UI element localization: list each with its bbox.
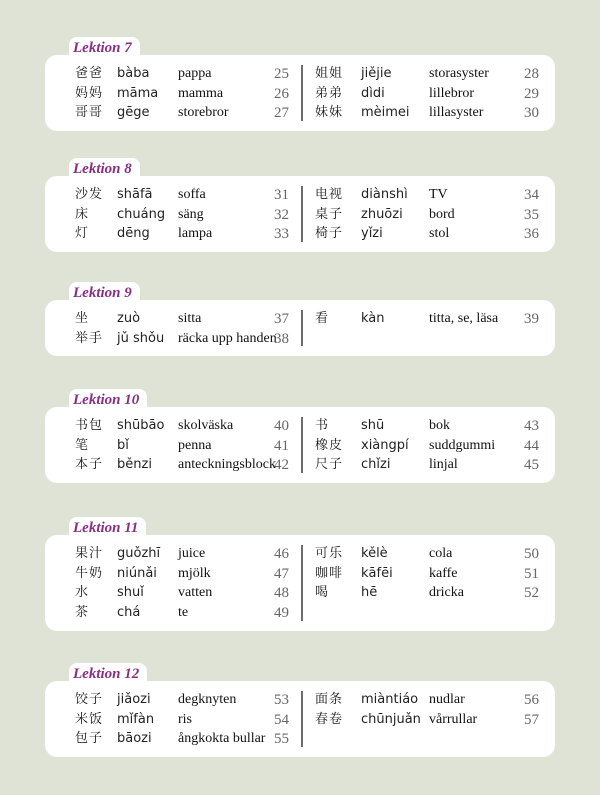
hanzi-word: 果汁 — [75, 546, 104, 561]
word-number: 53 — [274, 692, 289, 708]
hanzi-word: 面条 — [315, 692, 344, 707]
hanzi-word: 书包 — [75, 418, 104, 433]
swedish-translation: cola — [429, 546, 453, 561]
hanzi-word: 米饭 — [75, 711, 104, 727]
word-number: 36 — [524, 226, 539, 242]
lesson-card — [45, 407, 555, 483]
pinyin-word: mèimei — [361, 105, 410, 120]
word-number: 34 — [524, 187, 539, 203]
lesson-title: Lektion 10 — [69, 389, 147, 410]
hanzi-word: 桌子 — [315, 206, 344, 222]
hanzi-word: 坐 — [75, 311, 90, 326]
swedish-translation: storebror — [178, 105, 229, 120]
swedish-translation: lampa — [178, 226, 213, 241]
word-number: 27 — [274, 105, 289, 121]
vocab-row — [45, 603, 555, 623]
pinyin-word: yǐzi — [361, 226, 383, 241]
hanzi-word: 看 — [315, 311, 330, 326]
vocab-row — [45, 185, 555, 205]
pinyin-word: diànshì — [361, 187, 408, 202]
word-number: 26 — [274, 85, 289, 102]
lesson-section — [45, 158, 555, 252]
hanzi-word: 春卷 — [315, 711, 344, 727]
swedish-translation: nudlar — [429, 692, 465, 707]
pinyin-word: shuǐ — [117, 585, 144, 600]
word-number: 48 — [274, 585, 289, 601]
swedish-translation: säng — [178, 206, 204, 222]
hanzi-word: 牛奶 — [75, 565, 104, 581]
hanzi-word: 床 — [75, 206, 90, 222]
hanzi-word: 椅子 — [315, 226, 344, 241]
lesson-section — [45, 517, 555, 631]
vocab-row — [45, 224, 555, 244]
lesson-title: Lektion 12 — [69, 663, 147, 684]
hanzi-word: 茶 — [75, 604, 90, 620]
vocab-row — [45, 103, 555, 123]
swedish-translation: vårrullar — [429, 711, 478, 727]
word-number: 32 — [274, 206, 289, 223]
swedish-translation: räcka upp handen — [178, 330, 277, 346]
swedish-translation: suddgummi — [429, 437, 496, 453]
swedish-translation: dricka — [429, 585, 464, 600]
hanzi-word: 妹妹 — [315, 105, 344, 120]
hanzi-word: 包子 — [75, 731, 104, 746]
pinyin-word: jiǎozi — [117, 692, 151, 707]
pinyin-word: bǐ — [117, 437, 129, 453]
lesson-section — [45, 37, 555, 131]
vocab-row — [45, 84, 555, 104]
vocab-row — [45, 309, 555, 329]
vocab-row — [45, 690, 555, 710]
lesson-section — [45, 282, 555, 356]
hanzi-word: 爸爸 — [75, 66, 104, 81]
swedish-translation: penna — [178, 437, 212, 453]
swedish-translation: vatten — [178, 585, 213, 600]
word-number: 43 — [524, 418, 539, 434]
pinyin-word: běnzi — [117, 457, 152, 472]
hanzi-word: 水 — [75, 585, 90, 600]
pinyin-word: gēge — [117, 105, 150, 120]
pinyin-word: chǐzi — [361, 457, 391, 472]
lesson-title: Lektion 8 — [69, 158, 140, 179]
word-number: 33 — [274, 226, 289, 242]
word-number: 44 — [524, 437, 539, 454]
pinyin-word: bàba — [117, 66, 150, 81]
word-number: 25 — [274, 66, 289, 82]
pinyin-word: chá — [117, 604, 141, 620]
swedish-translation: storasyster — [429, 66, 489, 81]
hanzi-word: 喝 — [315, 585, 330, 600]
word-number: 40 — [274, 418, 289, 434]
swedish-translation: soffa — [178, 187, 206, 202]
word-number: 28 — [524, 66, 539, 82]
swedish-translation: lillebror — [429, 85, 475, 101]
swedish-translation: mjölk — [178, 565, 211, 581]
pinyin-word: kāfēi — [361, 565, 393, 581]
word-number: 38 — [274, 330, 289, 347]
pinyin-word: zhuōzi — [361, 206, 403, 222]
pinyin-word: guǒzhī — [117, 546, 161, 561]
hanzi-word: 可乐 — [315, 546, 344, 561]
vocab-row — [45, 64, 555, 84]
hanzi-word: 哥哥 — [75, 105, 104, 120]
swedish-translation: kaffe — [429, 565, 458, 581]
word-number: 50 — [524, 546, 539, 562]
pinyin-word: kělè — [361, 546, 388, 561]
hanzi-word: 饺子 — [75, 692, 104, 707]
pinyin-word: miàntiáo — [361, 692, 419, 707]
swedish-translation: skolväska — [178, 418, 234, 433]
swedish-translation: degknyten — [178, 692, 237, 707]
pinyin-word: jiějie — [361, 66, 392, 81]
word-number: 35 — [524, 206, 539, 223]
word-number: 37 — [274, 311, 289, 327]
pinyin-word: mǐfàn — [117, 711, 155, 727]
vocab-row — [45, 564, 555, 584]
hanzi-word: 姐姐 — [315, 66, 344, 81]
pinyin-word: chuáng — [117, 206, 166, 222]
swedish-translation: titta, se, läsa — [429, 311, 499, 326]
hanzi-word: 笔 — [75, 437, 90, 453]
hanzi-word: 灯 — [75, 226, 90, 241]
word-number: 49 — [274, 604, 289, 621]
lesson-card — [45, 176, 555, 252]
hanzi-word: 本子 — [75, 457, 104, 472]
word-number: 54 — [274, 711, 289, 728]
lesson-card — [45, 681, 555, 757]
hanzi-word: 举手 — [75, 330, 104, 346]
pinyin-word: chūnjuǎn — [361, 711, 421, 727]
lesson-card — [45, 300, 555, 356]
vocab-row — [45, 583, 555, 603]
word-number: 47 — [274, 565, 289, 582]
pinyin-word: māma — [117, 85, 159, 101]
pinyin-word: kàn — [361, 311, 385, 326]
pinyin-word: zuò — [117, 311, 141, 326]
hanzi-word: 电视 — [315, 187, 344, 202]
swedish-translation: pappa — [178, 66, 212, 81]
vocab-row — [45, 710, 555, 730]
hanzi-word: 书 — [315, 418, 330, 433]
vocab-row — [45, 455, 555, 475]
lesson-card — [45, 535, 555, 631]
pinyin-word: shāfā — [117, 187, 153, 202]
swedish-translation: TV — [429, 187, 448, 202]
word-number: 42 — [274, 457, 289, 473]
swedish-translation: mamma — [178, 85, 224, 101]
pinyin-word: dìdi — [361, 85, 385, 101]
pinyin-word: xiàngpí — [361, 437, 409, 453]
swedish-translation: bord — [429, 206, 455, 222]
swedish-translation: stol — [429, 226, 450, 241]
hanzi-word: 咖啡 — [315, 565, 344, 581]
swedish-translation: bok — [429, 418, 450, 433]
lesson-section — [45, 389, 555, 483]
swedish-translation: lillasyster — [429, 105, 484, 120]
hanzi-word: 橡皮 — [315, 437, 344, 453]
word-number: 52 — [524, 585, 539, 601]
word-number: 41 — [274, 437, 289, 454]
swedish-translation: sitta — [178, 311, 202, 326]
vocab-row — [45, 544, 555, 564]
vocab-row — [45, 436, 555, 456]
lesson-section — [45, 663, 555, 757]
vocab-row — [45, 329, 555, 349]
word-number: 51 — [524, 565, 539, 582]
word-number: 55 — [274, 731, 289, 747]
pinyin-word: shūbāo — [117, 418, 165, 433]
vocab-row — [45, 416, 555, 436]
hanzi-word: 弟弟 — [315, 85, 344, 101]
swedish-translation: anteckningsblock — [178, 457, 276, 472]
swedish-translation: ris — [178, 711, 192, 727]
lesson-title: Lektion 9 — [69, 282, 140, 303]
hanzi-word: 尺子 — [315, 457, 344, 472]
word-number: 31 — [274, 187, 289, 203]
swedish-translation: te — [178, 604, 189, 620]
swedish-translation: ångkokta bullar — [178, 731, 266, 746]
hanzi-word: 妈妈 — [75, 85, 104, 101]
word-number: 30 — [524, 105, 539, 121]
word-number: 46 — [274, 546, 289, 562]
word-number: 29 — [524, 85, 539, 102]
word-number: 45 — [524, 457, 539, 473]
pinyin-word: jǔ shǒu — [117, 330, 165, 346]
lesson-title: Lektion 11 — [69, 517, 146, 538]
word-number: 57 — [524, 711, 539, 728]
vocab-row — [45, 205, 555, 225]
swedish-translation: linjal — [429, 457, 458, 472]
vocab-row — [45, 729, 555, 749]
hanzi-word: 沙发 — [75, 187, 104, 202]
swedish-translation: juice — [178, 546, 206, 561]
word-number: 39 — [524, 311, 539, 327]
pinyin-word: dēng — [117, 226, 150, 241]
pinyin-word: niúnǎi — [117, 565, 157, 581]
lesson-card — [45, 55, 555, 131]
pinyin-word: hē — [361, 585, 378, 600]
word-number: 56 — [524, 692, 539, 708]
lesson-title: Lektion 7 — [69, 37, 140, 58]
pinyin-word: bāozi — [117, 731, 152, 746]
pinyin-word: shū — [361, 418, 385, 433]
